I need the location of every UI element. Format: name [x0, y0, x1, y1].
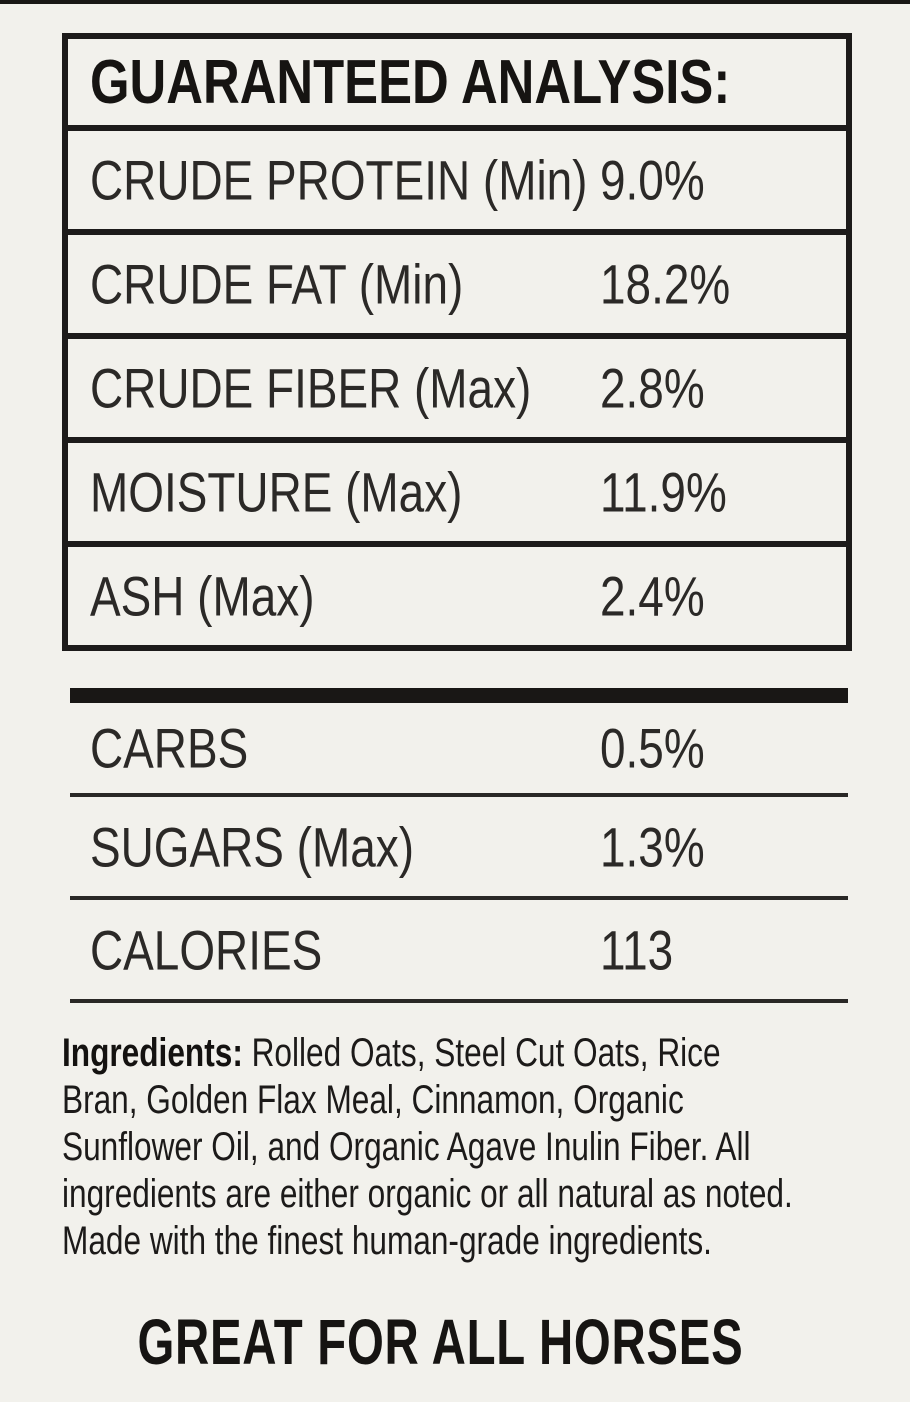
ingredients-line: Bran, Golden Flax Meal, Cinnamon, Organic [62, 1078, 684, 1122]
ingredients-line: Made with the finest human-grade ingredients. [62, 1219, 712, 1263]
analysis-row-crude-fiber [68, 339, 846, 443]
ingredients-text: Rolled Oats, Steel Cut Oats, Rice [242, 1031, 721, 1075]
ingredients-label: Ingredients: [62, 1031, 243, 1075]
row-value: 18.2% [600, 252, 731, 316]
analysis-row-crude-protein [68, 131, 846, 235]
row-value: 2.8% [600, 356, 705, 420]
analysis-row-moisture [68, 443, 846, 547]
row-value: 113 [600, 918, 674, 981]
analysis-row-crude-fat [68, 235, 846, 339]
row-value: 11.9% [600, 460, 727, 524]
row-label: CRUDE FIBER (Max) [90, 356, 532, 420]
row-label: CALORIES [90, 918, 323, 981]
guaranteed-analysis-header [68, 39, 846, 131]
row-label: CARBS [90, 716, 249, 780]
ingredients-line: Sunflower Oil, and Organic Agave Inulin Fiber. All [62, 1125, 751, 1169]
secondary-nutrition-section [62, 688, 852, 1003]
secondary-row-carbs [62, 703, 852, 793]
row-label: MOISTURE (Max) [90, 460, 463, 524]
ingredients-line: ingredients are either organic or all natural as noted. [62, 1172, 793, 1216]
row-value: 0.5% [600, 716, 705, 780]
row-label: CRUDE PROTEIN (Min) [90, 148, 588, 212]
guaranteed-analysis-title: GUARANTEED ANALYSIS: [90, 47, 731, 117]
row-value: 9.0% [600, 148, 705, 212]
row-value: 1.3% [600, 815, 705, 878]
thin-rule [70, 999, 848, 1003]
row-label: CRUDE FAT (Min) [90, 252, 464, 316]
ingredients-paragraph [62, 1030, 910, 1265]
row-label: SUGARS (Max) [90, 815, 415, 878]
footer-heading-container [0, 1305, 880, 1379]
analysis-row-ash [68, 547, 846, 645]
secondary-row-calories [62, 900, 852, 999]
ingredients-line [62, 1030, 732, 1077]
row-value: 2.4% [600, 564, 705, 628]
footer-heading: GREAT FOR ALL HORSES [137, 1306, 743, 1378]
guaranteed-analysis-table [62, 33, 852, 651]
thick-divider-bar [70, 688, 848, 703]
top-edge-strip [0, 0, 910, 4]
row-label: ASH (Max) [90, 564, 315, 628]
secondary-row-sugars [62, 797, 852, 896]
